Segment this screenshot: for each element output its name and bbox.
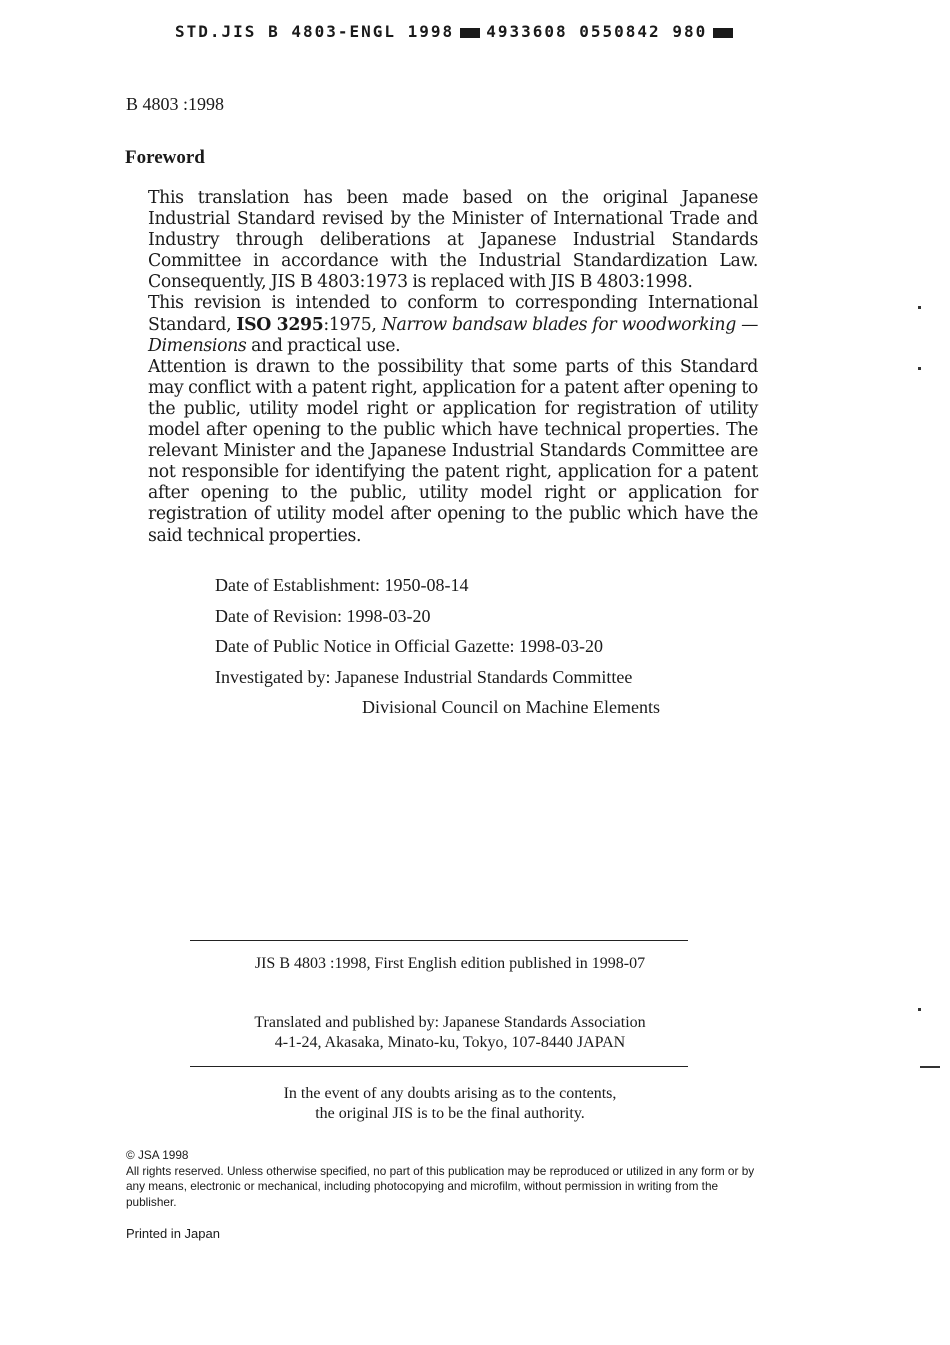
divider-bottom	[190, 1066, 688, 1067]
date-revision: Date of Revision: 1998-03-20	[215, 605, 431, 626]
divisional-council: Divisional Council on Machine Elements	[362, 697, 660, 717]
publisher-line-1: Translated and published by: Japanese Standards Association	[254, 1014, 646, 1031]
foreword-paragraph-1: This translation has been made based on the original Japanese Industrial Standard revised by the Minister of International Trade and Industry through deliberations at Japanese Industrial Standards Committee in accordance with the Industrial Standardization Law. Consequently, JIS B 4803:1973 is replaced with JIS B 4803:1998.	[148, 188, 758, 293]
p2-text-a: This revision is intended to conform to corresponding International Standard,	[148, 293, 758, 335]
printed-in: Printed in Japan	[126, 1226, 220, 1241]
foreword-heading: Foreword	[125, 147, 205, 168]
divider-top	[190, 940, 688, 941]
date-public-notice: Date of Public Notice in Official Gazette: 1998-03-20	[215, 636, 604, 656]
edition-line: JIS B 4803 :1998, First English edition published in 1998-07	[254, 955, 646, 972]
dates-block	[215, 570, 660, 723]
scan-speck	[920, 1066, 940, 1068]
p2-text-c: and practical use.	[251, 335, 401, 356]
iso-reference: ISO 3295	[236, 314, 324, 335]
foreword-paragraph-2	[148, 293, 758, 356]
foreword-paragraph-3: Attention is drawn to the possibility that some parts of this Standard may conflict with a patent right, application for a patent after opening to the public, utility model right or application for registration of utility model after opening to the public which have technical properties. The relevant Minister and the Japanese Industrial Standards Committee are not responsible for identifying the patent right, application for a patent after opening to the public, utility model right or application for registration of utility model after opening to the public which have the said technical properties.	[148, 356, 758, 546]
publisher-address: 4-1-24, Akasaka, Minato-ku, Tokyo, 107-8440 JAPAN	[274, 1034, 626, 1051]
rights-statement: All rights reserved. Unless otherwise specified, no part of this publication may be reproduced or utilized in any form or by any means, electronic or mechanical, including photocopying and microfilm, without permission in writing from the publisher.	[126, 1163, 755, 1209]
investigated-by: Investigated by: Japanese Industrial Standards Committee	[215, 666, 633, 687]
authority-line-1: In the event of any doubts arising as to the contents,	[283, 1085, 617, 1102]
header-barcode-number: 4933608 0550842 980	[486, 22, 708, 41]
date-establishment: Date of Establishment: 1950-08-14	[215, 575, 469, 595]
iso-title: Narrow bandsaw blades for woodworking — Dimensions	[148, 314, 759, 356]
header-block-mark	[460, 28, 480, 38]
authority-line-2: the original JIS is to be the final authority.	[315, 1105, 585, 1122]
scan-speck	[918, 1008, 921, 1011]
foreword-body	[148, 188, 758, 547]
p2-text-b: :1975,	[323, 314, 377, 335]
header-standard-code: STD.JIS B 4803-ENGL 1998	[175, 22, 455, 41]
scan-speck	[918, 367, 921, 370]
header-block-mark-end	[713, 28, 733, 38]
scan-speck	[918, 306, 921, 309]
document-id: B 4803 :1998	[126, 94, 225, 114]
copyright-line: © JSA 1998	[126, 1148, 189, 1162]
copyright-block	[126, 1148, 766, 1210]
scan-header	[175, 22, 739, 41]
